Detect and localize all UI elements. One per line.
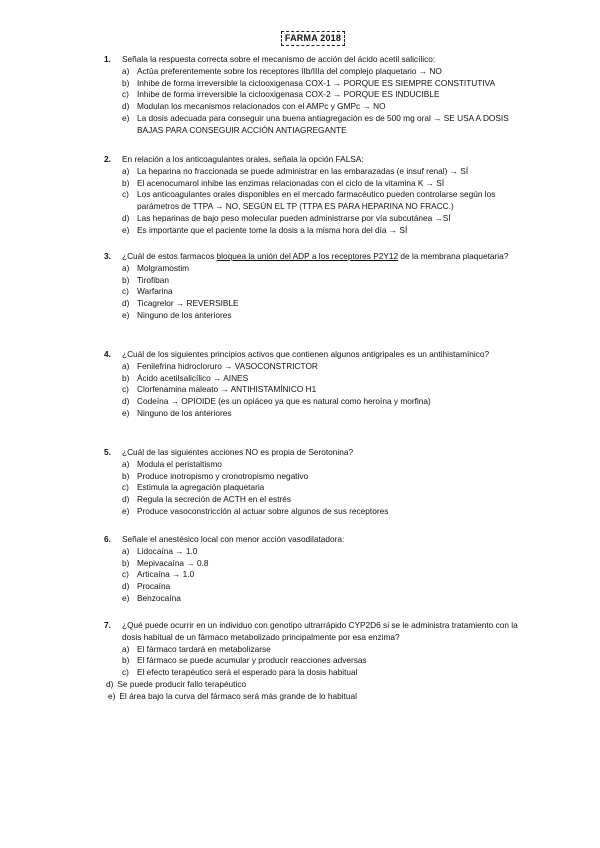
question-number: 3.	[104, 251, 111, 261]
option-e: e) Benzocaína	[122, 592, 181, 603]
option-d: d) Ticagrelor → REVERSIBLE	[122, 298, 239, 309]
question-5	[104, 447, 524, 518]
option-a: a) Modula el peristaltismo	[122, 458, 222, 469]
option-c: c) Inhibe de forma irreversible la ciclooxigenasa COX-2 → PORQUE ES INDUCIBLE	[122, 89, 440, 100]
option-e: e) Produce vasoconstricción al actuar sobre algunos de sus receptores	[122, 505, 389, 516]
option-a: a) Molgramostim	[122, 262, 190, 273]
question-2	[104, 154, 524, 237]
document-title: FARMA 2018	[281, 31, 345, 46]
option-b: b) Tirofiban	[122, 274, 169, 285]
option-c: c) Articaína → 1.0	[122, 569, 195, 580]
option-b: b) El fármaco se puede acumular y producir reacciones adversas	[122, 655, 367, 666]
option-e: e) Ninguno de los anteriores	[122, 407, 232, 418]
question-text: ¿Cuál de las siguientes acciones NO es propia de Serotonina?	[122, 447, 354, 457]
question-7	[104, 620, 524, 703]
option-c: c) El efecto terapéutico será el esperado para la dosis habitual	[122, 667, 358, 678]
option-b: b) Inhibe de forma irreversible la ciclooxigenasa COX-1 → PORQUE ES SIEMPRE CONSTITUTIVA	[122, 77, 496, 88]
question-number: 2.	[104, 154, 111, 164]
option-e: e) La dosis adecuada para conseguir una buena antiagregación es de 500 mg oral → SE USA A DOSIS BAJAS PARA CONSEGUIR ACCIÓN ANTIAGREGANTE	[122, 112, 509, 135]
option-e: e) Ninguno de los anteriores	[122, 309, 232, 320]
question-text: En relación a los anticoagulantes orales, señala la opción FALSA:	[122, 154, 364, 164]
option-a: a) El fármaco tardará en metabolizarse	[122, 643, 271, 654]
question-number: 1.	[104, 54, 111, 64]
option-b: b) Mepivacaína → 0.8	[122, 557, 209, 568]
question-text: ¿Cuál de los siguientes principios activos que contienen algunos antigripales es un antihistamínico?	[122, 349, 490, 359]
option-d: d) Las heparinas de bajo peso molecular pueden administrarse por vía subcutánea →SÍ	[122, 212, 451, 223]
question-3	[104, 251, 524, 322]
option-a: a) Fenilefrina hidrocloruro → VASOCONSTRICTOR	[122, 360, 318, 371]
option-e: e) Es importante que el paciente tome la dosis a la misma hora del día → SÍ	[122, 224, 408, 235]
option-d: d) Modulan los mecanismos relacionados con el AMPc y GMPc → NO	[122, 101, 386, 112]
option-d: d) Procaína	[122, 581, 171, 592]
option-b: b) Produce inotropismo y cronotropismo negativo	[122, 470, 309, 481]
question-text: ¿Qué puede ocurrir en un individuo con genotipo ultrarrápido CYP2D6 si se le administra tratamiento con la dosis habitual de un fármaco metabolizado principalmente por esa enzima?	[122, 620, 518, 642]
option-a: a) La heparina no fraccionada se puede administrar en las embarazadas (e insuf renal) → SÍ	[122, 165, 469, 176]
option-d: d) Regula la secreción de ACTH en el estrés	[122, 494, 292, 505]
option-a: a) Lidocaína → 1.0	[122, 545, 198, 556]
question-1	[104, 54, 524, 137]
option-b: b) Ácido acetilsalicílico → AINES	[122, 372, 249, 383]
option-e: e) El área bajo la curva del fármaco será más grande de lo habitual	[108, 690, 357, 701]
question-number: 7.	[104, 620, 111, 630]
question-4	[104, 349, 524, 420]
option-c: c) Warfarina	[122, 286, 173, 297]
option-a: a) Actúa preferentemente sobre los receptores IIb/IIIa del complejo plaquetario → NO	[122, 65, 442, 76]
option-c: c) Estimula la agregación plaquetaria	[122, 482, 265, 493]
question-text: ¿Cuál de estos farmacos bloquea la unión del ADP a los receptores P2Y12 de la membrana plaquetaria?	[122, 251, 509, 261]
question-text: Señale el anestésico local con menor acción vasodilatadora:	[122, 534, 345, 544]
option-c: c) Los anticoagulantes orales disponibles en el mercado farmacéutico pueden controlarse según los parámetros de TTPA → NO, SEGÚN EL TP (TTPA ES PARA HEPARINA NO FRACC.)	[122, 189, 496, 212]
underlined-phrase: bloquea la unión del ADP a los receptores P2Y12	[216, 251, 399, 261]
option-b: b) El acenocumarol inhibe las enzimas relacionadas con el ciclo de la vitamina K → SÍ	[122, 177, 445, 188]
option-c: c) Clorfenamina maleato → ANTIHISTAMÍNICO H1	[122, 384, 317, 395]
question-number: 6.	[104, 534, 111, 544]
question-number: 4.	[104, 349, 111, 359]
question-text: Señala la respuesta correcta sobre el mecanismo de acción del ácido acetil salicílico:	[122, 54, 436, 64]
option-d: d) Se puede producir fallo terapéutico	[106, 678, 247, 689]
option-d: d) Codeína → OPIOIDE (es un opiáceo ya que es natural como heroína y morfina)	[122, 396, 431, 407]
question-6	[104, 534, 524, 605]
question-number: 5.	[104, 447, 111, 457]
